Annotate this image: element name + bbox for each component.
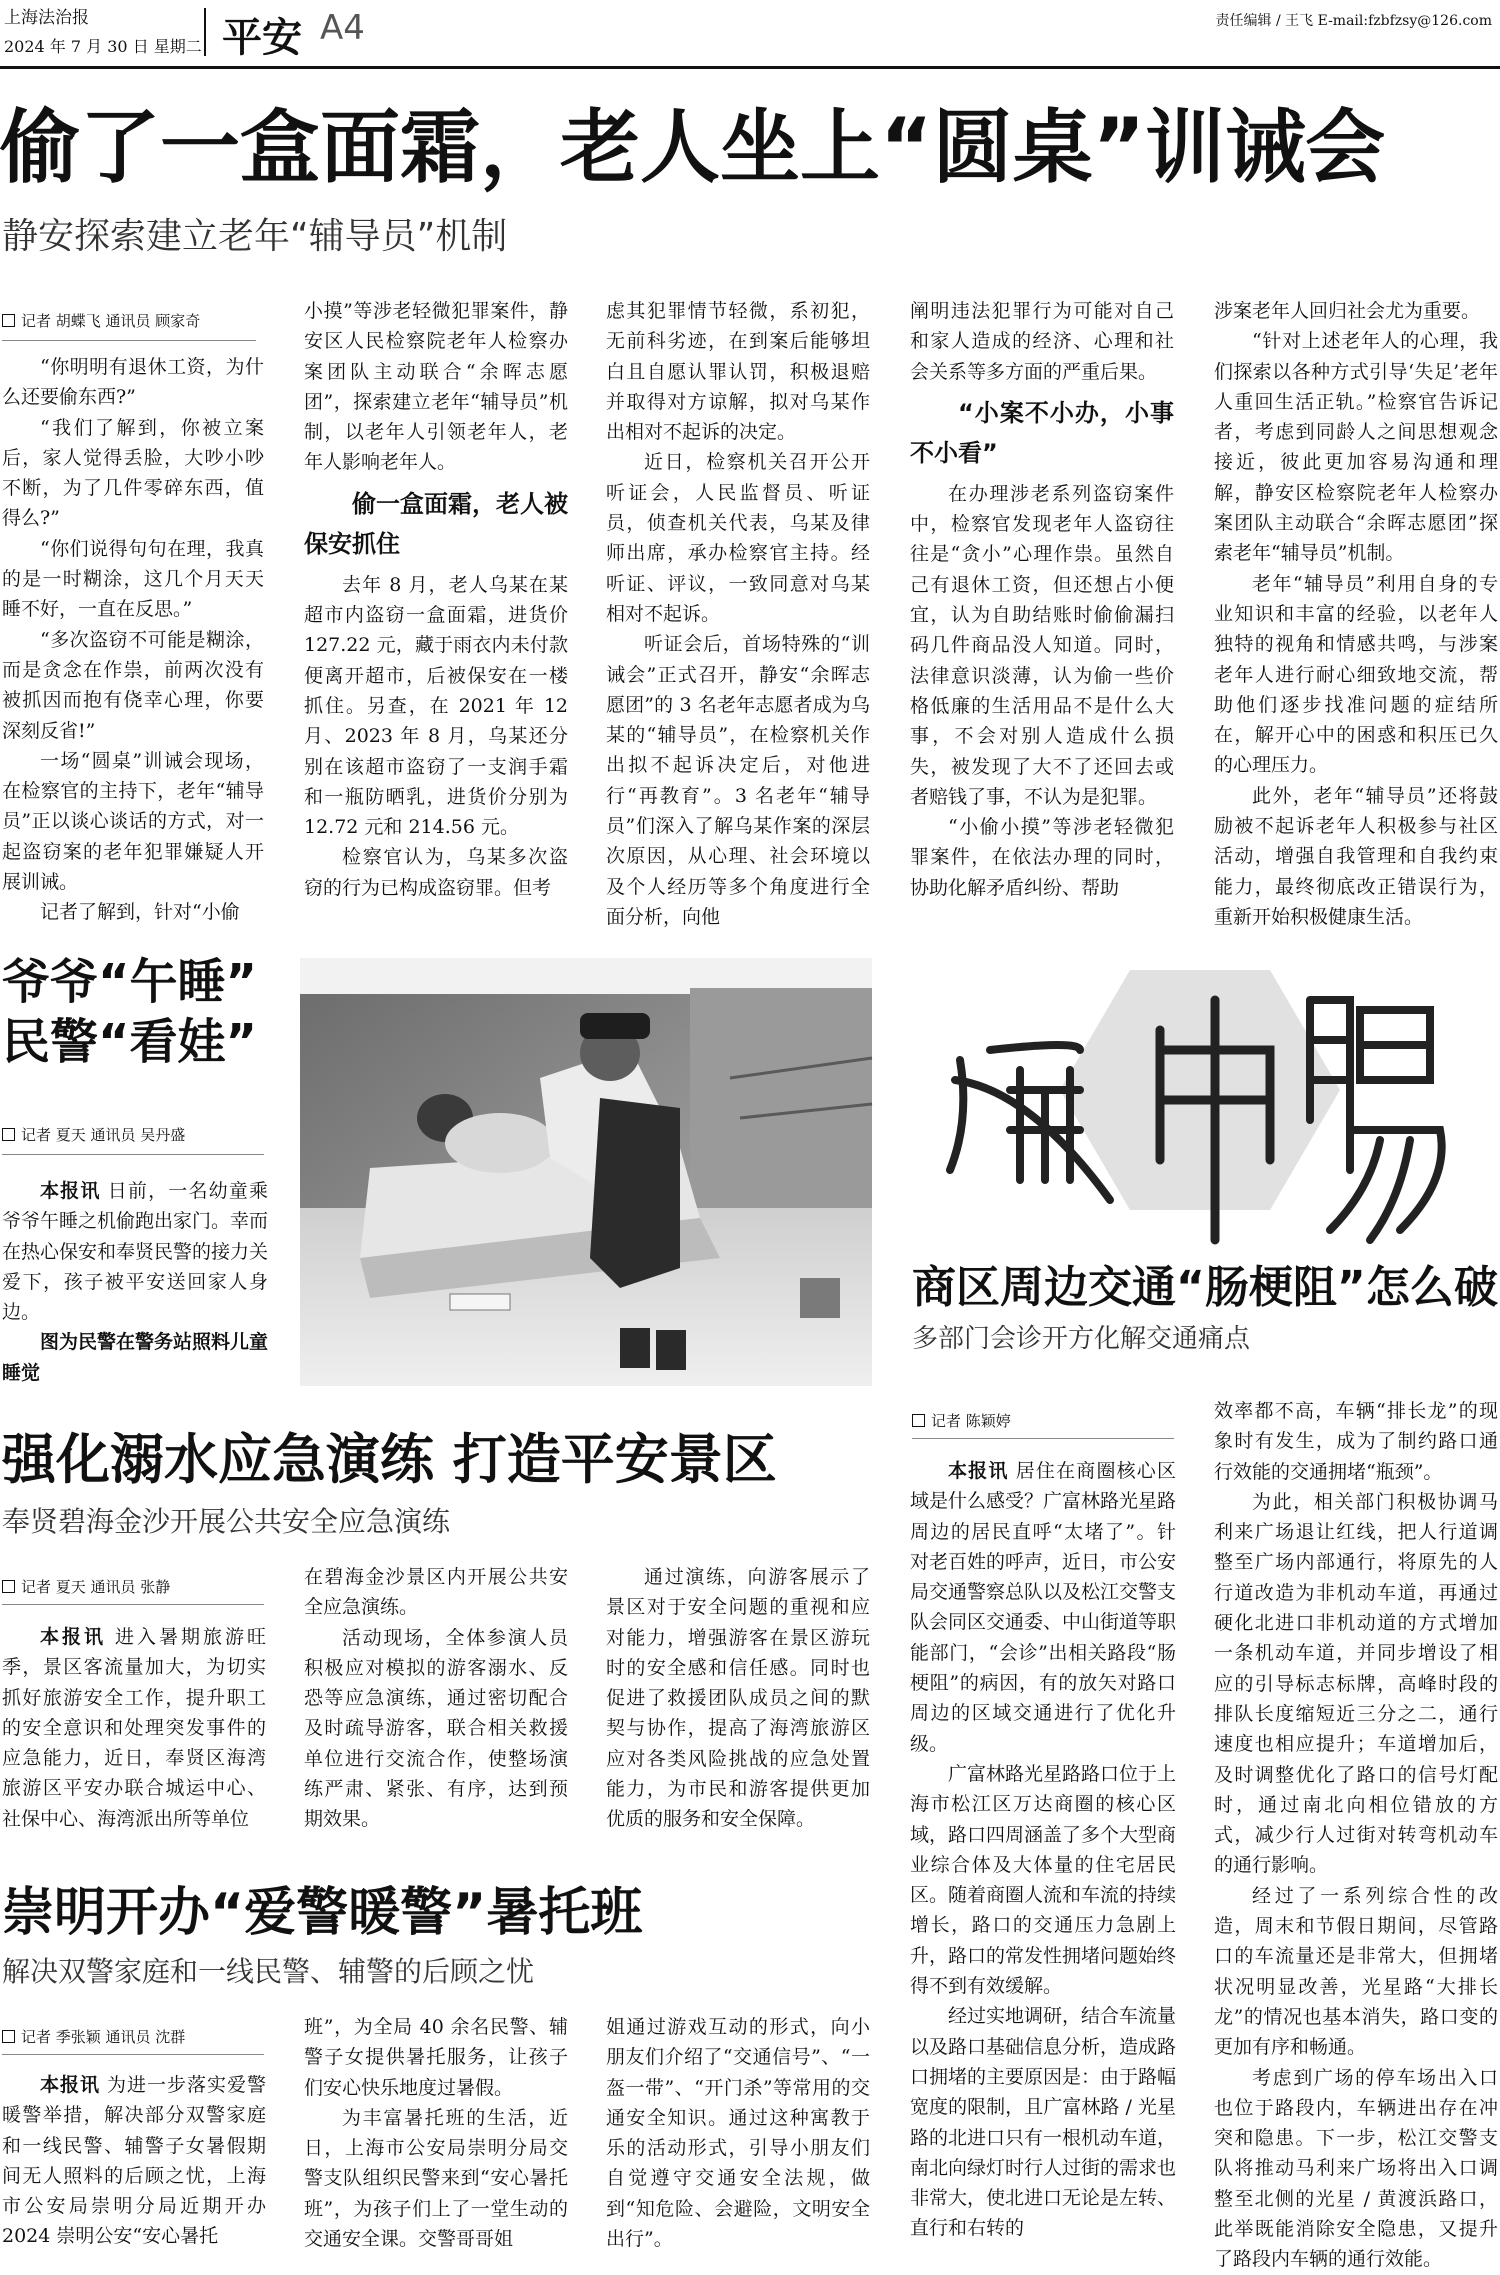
article5-col3 [606, 2012, 870, 2252]
byline-box-icon [2, 314, 15, 327]
police-with-child-photo [300, 958, 872, 1386]
section-name: 平安 [222, 15, 302, 61]
subheading: “小案不小办，小事不小看” [910, 398, 1174, 467]
paragraph: 日前，一名幼童乘爷爷午睡之机偷跑出家门。幸而在热心保安和奉贤民警的接力关爱下，孩子被平安送回家人身边。 [2, 1180, 269, 1324]
paragraph: “你们说得句句在理，我真的是一时糊涂，这几个月天天睡不好，一直在反思。” [2, 537, 264, 621]
paragraph: 一场“圆桌”训诫会现场，在检察官的主持下，老年“辅导员”正以谈心谈话的方式，对一起盗窃案的老年犯罪嫌疑人开展训诫。 [2, 749, 264, 894]
tongchang-logo [930, 940, 1470, 1280]
page-number: A4 [320, 8, 365, 48]
paragraph: “你明明有退休工资，为什么还要偷东西?” [2, 356, 264, 409]
paragraph: 近日，检察机关召开公开听证会，人民监督员、听证员，侦查机关代表，乌某及律师出席，承办检察官主持。经听证、评议，一致同意对乌某相对不起诉。 [606, 451, 870, 625]
byline-box-icon [912, 1414, 925, 1427]
paragraph: 此外，老年“辅导员”还将鼓励被不起诉老年人积极参与社区活动，增强自我管理和自我约束能力，最终彻底改正错误行为，重新开始积极健康生活。 [1214, 784, 1498, 928]
article4-title: 强化溺水应急演练 打造平安景区 [2, 1428, 777, 1491]
article1-col4 [910, 296, 1174, 902]
article3-col1 [910, 1456, 1176, 2250]
header-rule [0, 66, 1500, 69]
byline-text: 记者 夏天 通讯员 吴丹盛 [21, 1126, 186, 1144]
paragraph: 记者了解到，针对“小偷 [40, 901, 240, 924]
paragraph: 去年 8 月，老人乌某在某超市内盗窃一盒面霜，进货价 127.22 元，藏于雨衣内未付款便离开超市，后被保安在一楼抓住。另查，在 2021 年 12 月、2023 年 8 月，乌某还分别在该超市盗窃了一支润手霜和一瓶防晒乳，进货价分别为 12.72 元和 214.56 元。 [304, 573, 568, 839]
article3-subtitle: 多部门会诊开方化解交通痛点 [912, 1324, 1251, 1354]
paragraph: 居住在商圈核心区域是什么感受？广富林路光星路周边的居民直呼“太堵了”。针对老百姓的呼声，近日，市公安局交通警察总队以及松江交警支队会同区交通委、中山街道等职能部门，“会诊”出相关路段“肠梗阻”的病因，有的放矢对路口周边的区域交通进行了优化升级。 [910, 1460, 1177, 1755]
issue-date: 2024 年 7 月 30 日 星期二 [4, 37, 202, 56]
lead-label: 本报讯 [40, 1180, 101, 1202]
article2-byline [2, 1124, 185, 1145]
byline-box-icon [2, 1128, 15, 1141]
article5-title: 崇明开办“爱警暖警”暑托班 [2, 1883, 643, 1943]
article1-subtitle: 静安探索建立老年“辅导员”机制 [2, 216, 508, 257]
paragraph: “我们了解到，你被立案后，家人觉得丢脸，大吵小吵不断，为了几件零碎东西，值得么?” [2, 416, 264, 530]
article4-subtitle: 奉贤碧海金沙开展公共安全应急演练 [2, 1505, 451, 1538]
paper-name: 上海法治报 [4, 8, 89, 28]
editor-info: 责任编辑 / 王飞 E-mail:fzbfzsy@126.com [1215, 13, 1492, 29]
paragraph: “小偷小摸”等涉老轻微犯罪案件，在依法办理的同时，协助化解矛盾纠纷、帮助 [910, 816, 1174, 899]
paragraph: 在办理涉老系列盗窃案件中，检察官发现老年人盗窃往往是“贪小”心理作祟。虽然自己有退休工资，但还想占小便宜，认为自助结账时偷偷漏扫码几件商品没人知道。同时，法律意识淡薄，认为偷一些价格低廉的生活用品不是什么大事，不会对别人造成什么损失，被发现了大不了还回去或者赔钱了事，不认为是犯罪。 [910, 482, 1174, 808]
paragraph: 通过演练，向游客展示了景区对于安全问题的重视和应对能力，增强游客在景区游玩时的安全感和信任感。同时也促进了救援团队成员之间的默契与协作，提高了海湾旅游区应对各类风险挑战的应急处置能力，为市民和游客提供更加优质的服务和安全保障。 [606, 1566, 870, 1831]
header-divider [204, 8, 206, 56]
article4-col1 [2, 1622, 266, 1840]
paragraph: 小摸”等涉老轻微犯罪案件，静安区人民检察院老年人检察办案团队主动联合“余晖志愿团”，探索建立老年“辅导员”机制，以老年人引领老年人，老年人影响老年人。 [304, 300, 568, 474]
paragraph: 活动现场，全体参演人员积极应对模拟的游客溺水、反恐等应急演练，通过密切配合及时疏导游客，联合相关救援单位进行交流合作，使整场演练严肃、紧张、有序，达到预期效果。 [304, 1626, 568, 1831]
article1-col2 [304, 296, 568, 902]
paragraph: 虑其犯罪情节轻微，系初犯，无前科劣迹，在到案后能够坦白且自愿认罪认罚，积极退赔并取得对方谅解，拟对乌某作出相对不起诉的决定。 [606, 300, 870, 444]
byline-box-icon [2, 2030, 15, 2043]
lead-label: 本报讯 [40, 1626, 106, 1648]
byline-box-icon [2, 1580, 15, 1593]
paragraph: “针对上述老年人的心理，我们探索以各种方式引导‘失足’老年人重回生活正轨。”检察官告诉记者，考虑到同龄人之间思想观念接近，彼此更加容易沟通和理解，静安区检察院老年人检察办案团队主动联合“余晖志愿团”探索老年“辅导员”机制。 [1214, 330, 1498, 565]
article4-byline [2, 1576, 170, 1597]
article5-subtitle: 解决双警家庭和一线民警、辅警的后顾之忧 [2, 1955, 535, 1988]
byline-text: 记者 夏天 通讯员 张静 [21, 1578, 171, 1596]
paragraph: 涉案老年人回归社会尤为重要。 [1214, 300, 1481, 322]
article5-byline [2, 2026, 185, 2047]
paragraph: 效率都不高，车辆“排长龙”的现象时有发生，成为了制约路口通行效能的交通拥堵“瓶颈”。 [1214, 1400, 1498, 1483]
article3-col2 [1214, 1396, 1498, 2271]
article1-byline [2, 310, 200, 331]
paragraph: 进入暑期旅游旺季，景区客流量加大，为切实抓好旅游安全工作，提升职工的安全意识和处理突发事件的应急能力，近日，奉贤区海湾旅游区平安办联合城运中心、社保中心、海湾派出所等单位 [2, 1626, 266, 1830]
paragraph: 检察官认为，乌某多次盗窃的行为已构成盗窃罪。但考 [304, 846, 568, 899]
byline-text: 记者 陈颖婷 [931, 1412, 1011, 1430]
article1-col3 [606, 296, 870, 928]
article5-col1 [2, 2070, 266, 2252]
paragraph: 为丰富暑托班的生活，近日，上海市公安局崇明分局交警支队组织民警来到“安心暑托班”，为孩子们上了一堂生动的交通安全课。交警哥哥姐 [304, 2106, 568, 2251]
article3-title: 商区周边交通“肠梗阻”怎么破 [912, 1262, 1498, 1313]
paragraph: 为此，相关部门积极协调马利来广场退让红线，把人行道调整至广场内部通行，将原先的人行道改造为非机动车道，再通过硬化北进口非机动道的方式增加一条机动车道，并同步增设了相应的引导标志标牌，高峰时段的排队长度缩短近三分之二，通行速度也相应提升；车道增加后，及时调整优化了路口的信号灯配时，通过南北向相位错放的方式，减少行人过街对转弯机动车的通行影响。 [1214, 1490, 1498, 1877]
article2-body [2, 1176, 268, 1386]
paragraph: 在碧海金沙景区内开展公共安全应急演练。 [304, 1566, 568, 1619]
byline-text: 记者 季张颖 通讯员 沈群 [21, 2028, 186, 2046]
byline-text: 记者 胡蝶飞 通讯员 顾家奇 [21, 312, 201, 330]
byline-rule [912, 1438, 1174, 1439]
paragraph: 广富林路光星路路口位于上海市松江区万达商圈的核心区域，路口四周涵盖了多个大型商业综合体及大体量的住宅居民区。随着商圈人流和车流的持续增长，路口的交通压力急剧上升，路口的常发性拥堵问题始终得不到有效缓解。 [910, 1762, 1177, 1998]
article1-col5 [1214, 296, 1498, 928]
byline-rule [2, 340, 256, 341]
paragraph: “多次盗窃不可能是糊涂，而是贪念在作祟，前两次没有被抓因而抱有侥幸心理，你要深刻反省!” [2, 628, 264, 742]
byline-rule [2, 1604, 264, 1605]
paragraph: 为进一步落实爱警暖警举措，解决部分双警家庭和一线民警、辅警子女暑假期间无人照料的后顾之忧，上海市公安局崇明分局近期开办 2024 崇明公安“安心暑托 [2, 2074, 266, 2248]
paragraph: 姐通过游戏互动的形式，向小朋友们介绍了“交通信号”、“一盔一带”、“开门杀”等常用的交通安全知识。通过这种寓教于乐的活动形式，引导小朋友们自觉遵守交通安全法规，做到“知危险、会避险，文明安全出行”。 [606, 2016, 870, 2251]
subheading: 偷一盒面霜，老人被保安抓住 [304, 489, 568, 558]
article4-col2 [304, 1562, 568, 1840]
paragraph: 听证会后，首场特殊的“训诫会”正式召开，静安“余晖志愿团”的 3 名老年志愿者成为乌某的“辅导员”，在检察机关作出拟不起诉决定后，对他进行“再教育”。3 名老年“辅导员”们深入了解乌某作案的深层次原因，从心理、社会环境以及个人经历等多个角度进行全面分析，向他 [606, 633, 870, 928]
byline-rule [2, 1154, 264, 1155]
article4-col3 [606, 1562, 870, 1840]
paragraph: 老年“辅导员”利用自身的专业知识和丰富的经验，以老年人独特的视角和情感共鸣，与涉案老年人进行耐心细致地交流，帮助他们逐步找准问题的症结所在，解开心中的困惑和积压已久的心理压力。 [1214, 572, 1498, 777]
paragraph: 经过实地调研，结合车流量以及路口基础信息分析，造成路口拥堵的主要原因是：由于路幅宽度的限制，且广富林路 / 光星路的北进口只有一根机动车道，南北向绿灯时行人过街的需求也非常大，使北进口无论是左转、直行和右转的 [910, 2005, 1177, 2240]
byline-rule [2, 2054, 264, 2055]
article1-title: 偷了一盒面霜，老人坐上“圆桌”训诫会 [0, 101, 1386, 194]
article5-col2 [304, 2012, 568, 2252]
lead-label: 本报讯 [948, 1460, 1009, 1482]
article1-col1 [2, 352, 264, 924]
paragraph: 考虑到广场的停车场出入口也位于路段内，车辆进出存在冲突和隐患。下一步，松江交警支队将推动马利来广场将出入口调整至北侧的光星 / 黄渡浜路口，此举既能消除安全隐患，又提升了路段内车辆的通行效能。 [1214, 2066, 1498, 2271]
photo-caption: 图为民警在警务站照料儿童睡觉 [2, 1331, 269, 1384]
paragraph: 阐明违法犯罪行为可能对自己和家人造成的经济、心理和社会关系等多方面的严重后果。 [910, 300, 1174, 383]
paragraph: 经过了一系列综合性的改造，周末和节假日期间，尽管路口的车流量还是非常大，但拥堵状况明显改善，光星路“大排长龙”的情况也基本消失，路口变的更加有序和畅通。 [1214, 1884, 1498, 2059]
article3-byline [912, 1410, 1011, 1431]
lead-label: 本报讯 [40, 2074, 100, 2096]
article2-title-line1: 爷爷“午睡” [2, 954, 258, 1010]
paragraph: 班”，为全局 40 余名民警、辅警子女提供暑托服务，让孩子们安心快乐地度过暑假。 [304, 2016, 568, 2099]
article2-title-line2: 民警“看娃” [2, 1014, 258, 1070]
